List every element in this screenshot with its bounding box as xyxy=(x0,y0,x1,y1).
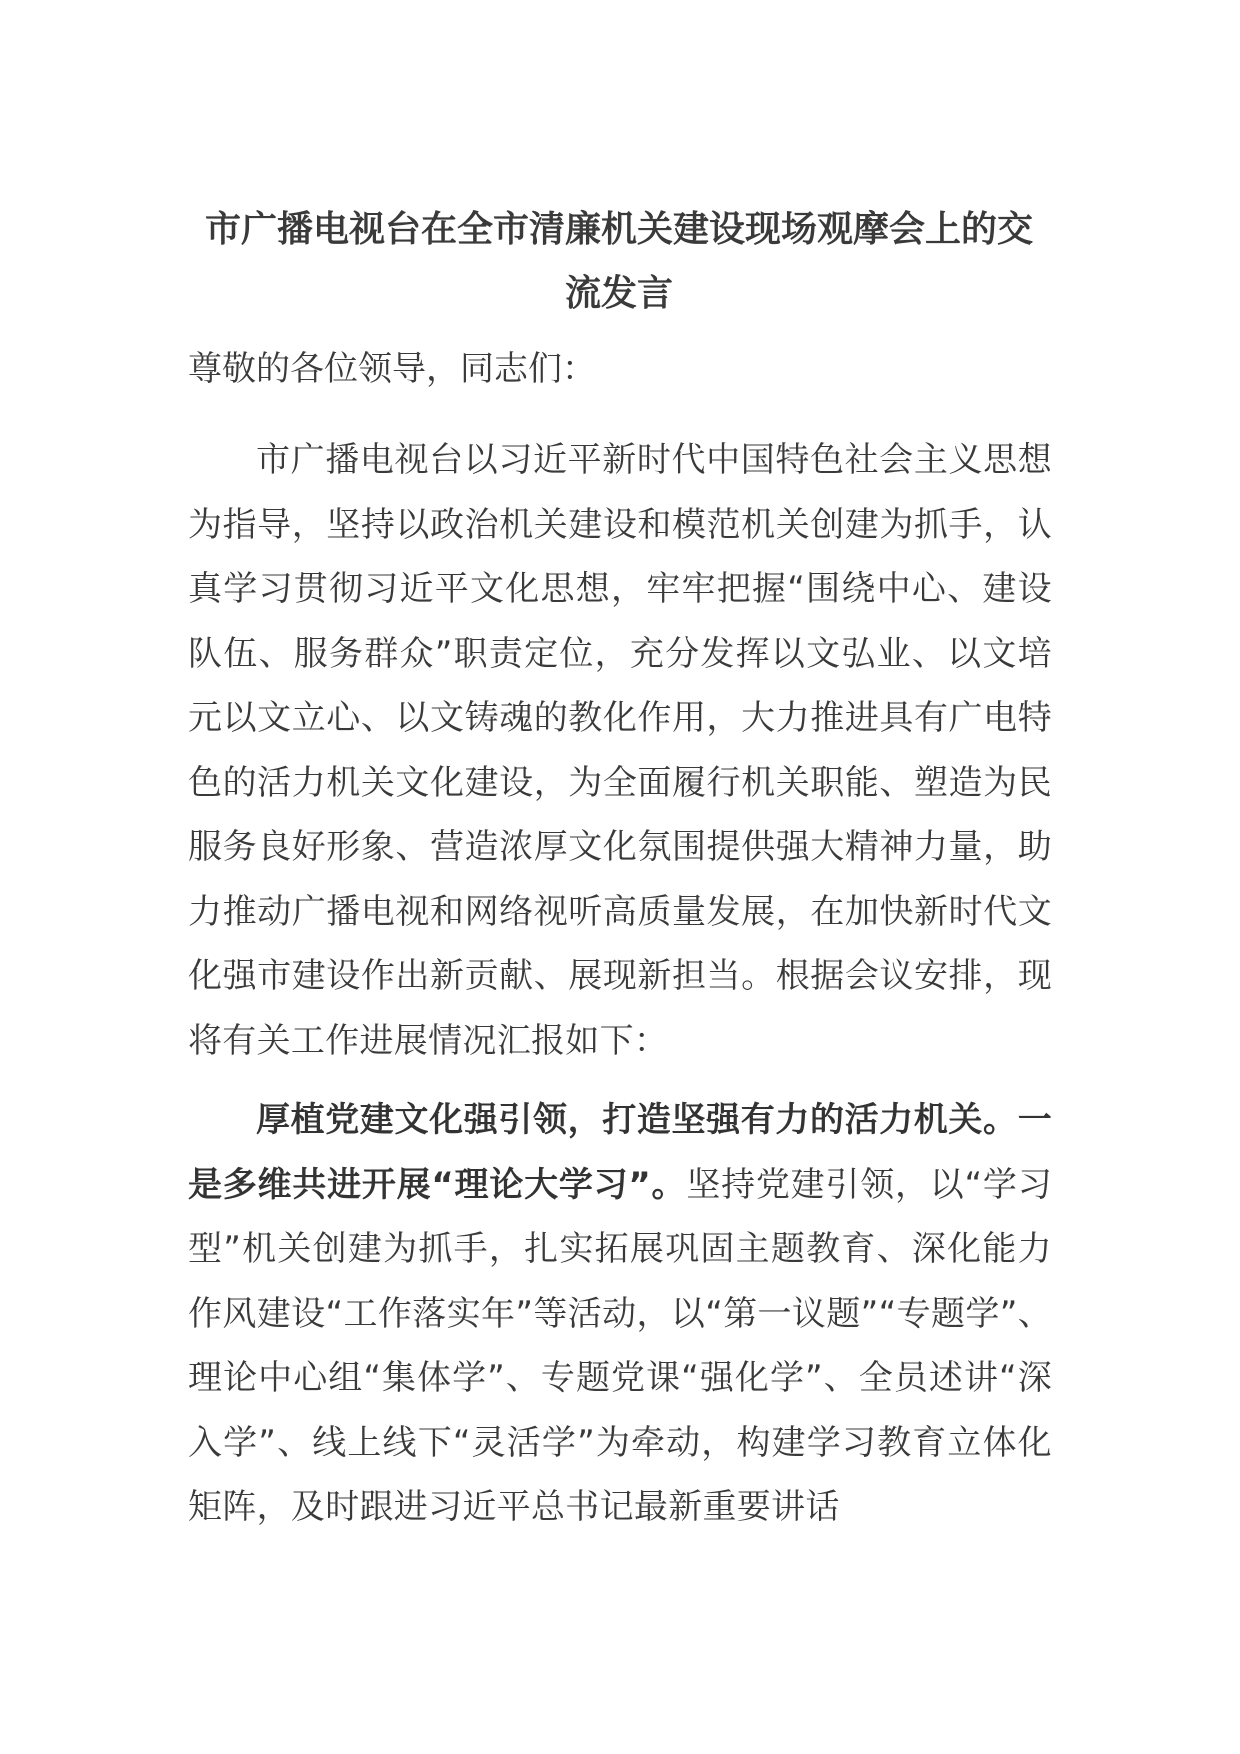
paragraph-party-building xyxy=(188,1088,1052,1540)
paragraph-body: 坚持党建引领，以“学习型”机关创建为抓手，扎实拓展巩固主题教育、深化能力作风建设“工作落实年”等活动，以“第一议题”“专题学”、理论中心组“集体学”、专题党课“强化学”、全员述讲“深入学”、线上线下“灵活学”为牵动，构建学习教育立体化矩阵，及时跟进习近平总书记最新重要讲话 xyxy=(188,1164,1052,1527)
salutation: 尊敬的各位领导，同志们： xyxy=(188,349,596,389)
document-title: 市广播电视台在全市清廉机关建设现场观摩会上的交流发言 xyxy=(204,209,1033,314)
paragraph-heading: 厚植党建文化强引领，打造坚强有力的活力机关。 xyxy=(256,1100,1018,1140)
paragraph-subheading: 一是多维共进开展“理论大学习”。 xyxy=(188,1100,1052,1205)
paragraph-intro: 市广播电视台以习近平新时代中国特色社会主义思想为指导，坚持以政治机关建设和模范机关创建为抓手，认真学习贯彻习近平文化思想，牢牢把握“围绕中心、建设队伍、服务群众”职责定位，充分发挥以文弘业、以文培元以文立心、以文铸魂的教化作用，大力推进具有广电特色的活力机关文化建设，为全面履行机关职能、塑造为民服务良好形象、营造浓厚文化氛围提供强大精神力量，助力推动广播电视和网络视听高质量发展，在加快新时代文化强市建设作出新贡献、展现新担当。根据会议安排，现将有关工作进展情况汇报如下： xyxy=(188,440,1052,1061)
